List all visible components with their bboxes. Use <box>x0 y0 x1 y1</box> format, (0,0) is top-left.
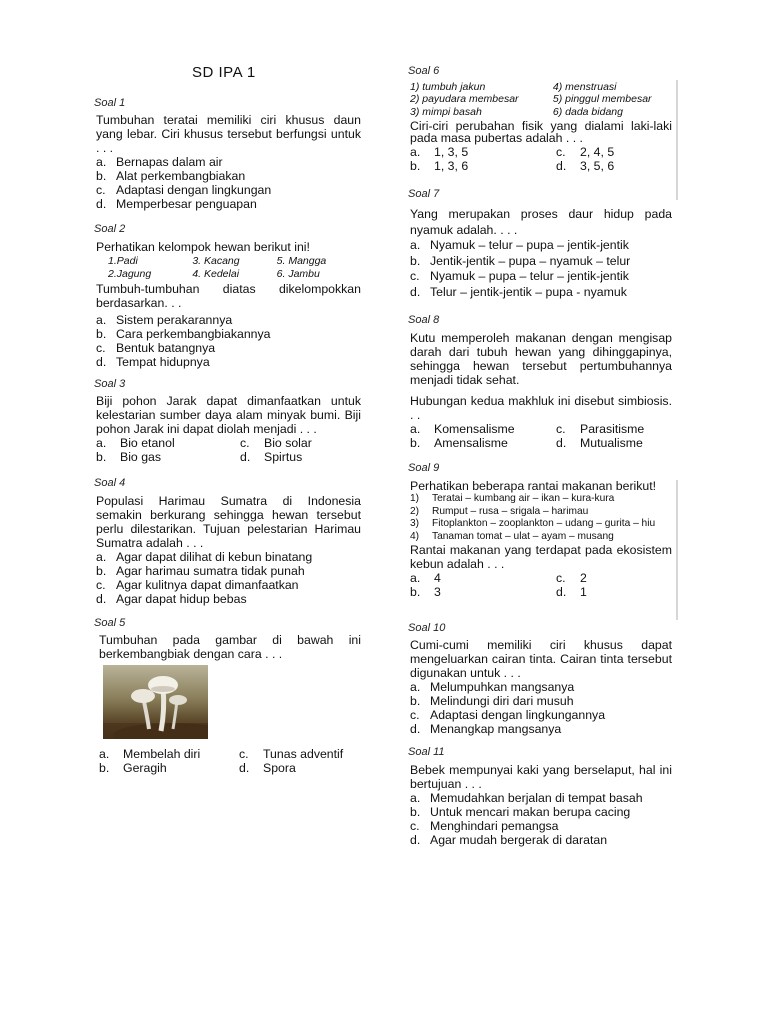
question-9 <box>410 479 672 599</box>
puberty-item: 6) dada bidang <box>552 105 623 118</box>
option-key: c. <box>410 269 420 283</box>
option-key: d. <box>410 833 421 847</box>
chain-key: 4) <box>410 530 420 542</box>
option-7b[interactable] <box>410 254 672 270</box>
food-chain-item <box>410 518 672 531</box>
option-text: Untuk mencari makan berupa cacing <box>430 805 631 819</box>
option-4b[interactable] <box>96 564 361 578</box>
option-key: b. <box>410 694 421 708</box>
plant-item: 5. Mangga <box>276 255 327 267</box>
mushroom-image <box>103 665 208 739</box>
option-2d[interactable] <box>96 355 361 369</box>
option-8c[interactable] <box>556 422 672 436</box>
question-7 <box>410 207 672 300</box>
question-5 <box>96 633 361 775</box>
question-9-text: Rantai makanan yang terdapat pada ekosistem kebun adalah . . . <box>410 543 672 571</box>
option-5b[interactable] <box>99 761 239 775</box>
option-key: a. <box>410 144 421 159</box>
plant-item: 4. Kedelai <box>192 267 240 280</box>
option-key: b. <box>410 253 421 268</box>
question-4-text: Populasi Harimau Sumatra di Indonesia semakin berkurang sehingga hewan tersebut perlu dilestarikan. Tujuan pelestarian Harimau Sumatra adalah . . . <box>96 494 361 550</box>
option-text: Memudahkan berjalan di tempat basah <box>430 791 643 805</box>
option-text: 2, 4, 5 <box>580 144 615 159</box>
option-text: Alat perkembangbiakan <box>116 169 246 183</box>
option-key: c. <box>96 183 106 197</box>
option-key: b. <box>99 761 110 775</box>
option-11b[interactable] <box>410 805 672 819</box>
question-3 <box>96 394 361 464</box>
option-key: d. <box>96 355 107 369</box>
option-key: c. <box>96 341 106 355</box>
option-9d[interactable] <box>556 585 672 599</box>
option-1b[interactable] <box>96 169 361 183</box>
option-key: d. <box>556 436 567 450</box>
option-text: Amensalisme <box>434 436 508 450</box>
option-key: a. <box>96 550 107 564</box>
option-text: Nyamuk – pupa – telur – jentik-jentik <box>430 269 629 283</box>
option-6a[interactable] <box>410 145 556 159</box>
scan-edge <box>676 80 678 200</box>
option-text: Komensalisme <box>434 422 515 436</box>
option-text: Adaptasi dengan lingkungan <box>116 183 272 197</box>
option-7a[interactable] <box>410 238 672 254</box>
chain-key: 1) <box>410 493 420 504</box>
soal-11-label: Soal 11 <box>408 746 445 758</box>
chain-text: Teratai – kumbang air – ikan – kura-kura <box>432 493 615 504</box>
option-key: a. <box>99 747 110 761</box>
option-key: a. <box>96 436 107 450</box>
soal-4-label: Soal 4 <box>94 477 126 489</box>
option-text: Cara perkembangbiakannya <box>116 327 271 341</box>
option-text: Jentik-jentik – pupa – nyamuk – telur <box>430 253 631 268</box>
option-key: d. <box>96 592 107 606</box>
option-text: Menangkap mangsanya <box>430 722 562 736</box>
puberty-item: 5) pinggul membesar <box>552 93 652 106</box>
option-text: Bio etanol <box>120 436 175 450</box>
option-key: a. <box>410 571 421 585</box>
option-key: b. <box>96 450 107 464</box>
option-key: c. <box>556 144 566 159</box>
option-key: c. <box>556 571 566 585</box>
option-key: a. <box>410 238 421 252</box>
option-key: d. <box>410 284 421 299</box>
plant-item: 1.Padi <box>108 255 138 267</box>
option-text: Bentuk batangnya <box>116 341 216 355</box>
option-key: c. <box>239 747 249 761</box>
question-11 <box>410 763 672 847</box>
option-text: 1 <box>580 585 587 599</box>
option-text: Membelah diri <box>123 747 201 761</box>
option-key: d. <box>556 585 567 599</box>
option-key: b. <box>96 169 107 183</box>
option-4d[interactable] <box>96 592 361 606</box>
option-1d[interactable] <box>96 197 361 211</box>
food-chain-item <box>410 531 672 544</box>
option-text: 1, 3, 6 <box>434 158 469 173</box>
option-key: c. <box>240 436 250 450</box>
puberty-item: 2) payudara membesar <box>410 93 519 106</box>
option-key: a. <box>410 422 421 436</box>
option-key: b. <box>410 585 421 599</box>
chain-key: 3) <box>410 518 420 529</box>
option-text: 2 <box>580 571 587 585</box>
question-6 <box>410 81 672 173</box>
option-10b[interactable] <box>410 694 672 708</box>
option-7d[interactable] <box>410 285 672 301</box>
option-key: c. <box>556 422 566 436</box>
soal-2-label: Soal 2 <box>94 223 126 235</box>
option-text: Agar kulitnya dapat dimanfaatkan <box>116 578 299 592</box>
option-text: Adaptasi dengan lingkungannya <box>430 708 606 722</box>
chain-text: Tanaman tomat – ulat – ayam – musang <box>432 530 614 542</box>
question-8-text: Kutu memperoleh makanan dengan mengisap darah dari tubuh hewan yang dihinggapinya, sehingga hewan tersebut pertumbuhannya menjadi tidak sehat. <box>410 331 672 387</box>
option-1a[interactable] <box>96 155 361 169</box>
option-10a[interactable] <box>410 680 672 694</box>
option-key: d. <box>96 197 107 211</box>
page-title: SD IPA 1 <box>192 64 256 81</box>
plant-item: 2.Jagung <box>108 267 152 280</box>
option-2a[interactable] <box>96 313 361 327</box>
option-text: Sistem perakarannya <box>116 313 233 327</box>
soal-5-label: Soal 5 <box>94 617 126 629</box>
question-10-text: Cumi-cumi memiliki ciri khusus dapat mengeluarkan cairan tinta. Cairan tinta tersebut digunakan untuk . . . <box>410 638 672 680</box>
option-4a[interactable] <box>96 550 361 564</box>
option-1c[interactable] <box>96 183 361 197</box>
option-10d[interactable] <box>410 722 672 736</box>
soal-3-label: Soal 3 <box>94 378 126 390</box>
option-text: Agar mudah bergerak di daratan <box>430 833 608 847</box>
question-7-text: Yang merupakan proses daur hidup pada nyamuk adalah. . . . <box>410 207 672 237</box>
option-key: d. <box>556 158 567 173</box>
option-text: Parasitisme <box>580 422 645 436</box>
chain-text: Rumput – rusa – srigala – harimau <box>432 505 589 517</box>
option-key: b. <box>410 436 421 450</box>
chain-text: Fitoplankton – zooplankton – udang – gurita – hiu <box>432 518 656 529</box>
option-text: Spirtus <box>264 450 303 464</box>
option-text: Telur – jentik-jentik – pupa - nyamuk <box>430 284 627 299</box>
option-11a[interactable] <box>410 791 672 805</box>
option-4c[interactable] <box>96 578 361 592</box>
option-text: Agar dapat dilihat di kebun binatang <box>116 550 313 564</box>
question-2 <box>96 240 361 369</box>
option-text: 3, 5, 6 <box>580 158 615 173</box>
option-3d[interactable] <box>240 450 361 464</box>
option-6c[interactable] <box>556 145 672 159</box>
question-5-text: Tumbuhan pada gambar di bawah ini berkembangbiak dengan cara . . . <box>99 633 361 661</box>
option-key: b. <box>410 805 421 819</box>
option-text: Nyamuk – telur – pupa – jentik-jentik <box>430 238 629 252</box>
question-2-intro: Perhatikan kelompok hewan berikut ini! <box>96 240 310 254</box>
soal-8-label: Soal 8 <box>408 314 440 326</box>
question-9-intro: Perhatikan beberapa rantai makanan berikut! <box>410 479 657 493</box>
food-chain-list <box>410 493 672 543</box>
question-6-text: Ciri-ciri perubahan fisik yang dialami laki-laki pada masa pubertas adalah . . . <box>410 118 672 146</box>
option-text: Agar dapat hidup bebas <box>116 592 247 606</box>
option-key: a. <box>96 155 107 169</box>
option-text: Tempat hidupnya <box>116 355 210 369</box>
option-6b[interactable] <box>410 159 556 173</box>
option-text: 3 <box>434 585 441 599</box>
option-3c[interactable] <box>240 436 361 450</box>
option-key: a. <box>96 313 107 327</box>
option-key: b. <box>96 327 107 341</box>
soal-9-label: Soal 9 <box>408 462 440 474</box>
option-text: 4 <box>434 571 441 585</box>
option-text: Spora <box>263 761 296 775</box>
option-text: Memperbesar penguapan <box>116 197 257 211</box>
option-text: Tunas adventif <box>263 747 344 761</box>
option-key: d. <box>240 450 251 464</box>
option-10c[interactable] <box>410 708 672 722</box>
option-key: c. <box>410 819 420 833</box>
option-key: c. <box>96 578 106 592</box>
option-text: Bio solar <box>264 436 312 450</box>
option-key: a. <box>410 791 421 805</box>
option-text: Mutualisme <box>580 436 643 450</box>
plant-list <box>96 255 361 280</box>
option-5a[interactable] <box>99 747 239 761</box>
option-text: Menghindari pemangsa <box>430 819 559 833</box>
question-1-text: Tumbuhan teratai memiliki ciri khusus daun yang lebar. Ciri khusus tersebut berfungsi untuk . . . <box>96 113 361 155</box>
question-1 <box>96 113 361 211</box>
soal-7-label: Soal 7 <box>408 188 440 200</box>
plant-item: 6. Jambu <box>276 267 320 280</box>
food-chain-item <box>410 493 672 506</box>
soal-6-label: Soal 6 <box>408 65 440 77</box>
option-text: Bio gas <box>120 450 162 464</box>
question-3-text: Biji pohon Jarak dapat dimanfaatkan untuk kelestarian sumber daya alam minyak bumi. Biji pohon Jarak ini dapat diolah menjadi . . . <box>96 394 361 436</box>
scan-edge <box>676 480 678 620</box>
option-9b[interactable] <box>410 585 556 599</box>
option-5c[interactable] <box>239 747 361 761</box>
option-11d[interactable] <box>410 833 672 847</box>
option-key: d. <box>239 761 250 775</box>
option-text: Melumpuhkan mangsanya <box>430 680 575 694</box>
option-text: Agar harimau sumatra tidak punah <box>116 564 305 578</box>
option-8d[interactable] <box>556 436 672 450</box>
question-8 <box>410 331 672 450</box>
option-2c[interactable] <box>96 341 361 355</box>
question-11-text: Bebek mempunyai kaki yang berselaput, hal ini bertujuan . . . <box>410 763 672 791</box>
puberty-item: 1) tumbuh jakun <box>410 81 486 93</box>
option-text: Geragih <box>123 761 167 775</box>
question-10 <box>410 638 672 736</box>
option-6d[interactable] <box>556 159 672 173</box>
food-chain-item <box>410 506 672 519</box>
question-8-text-2: Hubungan kedua makhluk ini disebut simbiosis. . . <box>410 394 672 422</box>
option-7c[interactable] <box>410 269 672 285</box>
option-key: c. <box>410 708 420 722</box>
option-text: Melindungi diri dari musuh <box>430 694 574 708</box>
option-3a[interactable] <box>96 436 240 450</box>
option-key: b. <box>410 158 421 173</box>
question-4 <box>96 494 361 606</box>
plant-item: 3. Kacang <box>192 255 240 267</box>
puberty-list <box>410 81 672 118</box>
question-2-text: Tumbuh-tumbuhan diatas dikelompokkan berdasarkan. . . <box>96 282 361 310</box>
option-text: 1, 3, 5 <box>434 144 469 159</box>
option-9a[interactable] <box>410 571 556 585</box>
option-text: Bernapas dalam air <box>116 155 223 169</box>
option-9c[interactable] <box>556 571 672 585</box>
option-8a[interactable] <box>410 422 556 436</box>
option-2b[interactable] <box>96 327 361 341</box>
option-11c[interactable] <box>410 819 672 833</box>
puberty-item: 4) menstruasi <box>552 81 617 93</box>
option-key: b. <box>96 564 107 578</box>
chain-key: 2) <box>410 505 420 517</box>
puberty-item: 3) mimpi basah <box>410 105 482 118</box>
soal-1-label: Soal 1 <box>94 97 126 109</box>
option-5d[interactable] <box>239 761 361 775</box>
option-key: d. <box>410 722 421 736</box>
option-key: a. <box>410 680 421 694</box>
option-8b[interactable] <box>410 436 556 450</box>
option-3b[interactable] <box>96 450 240 464</box>
soal-10-label: Soal 10 <box>408 622 446 634</box>
